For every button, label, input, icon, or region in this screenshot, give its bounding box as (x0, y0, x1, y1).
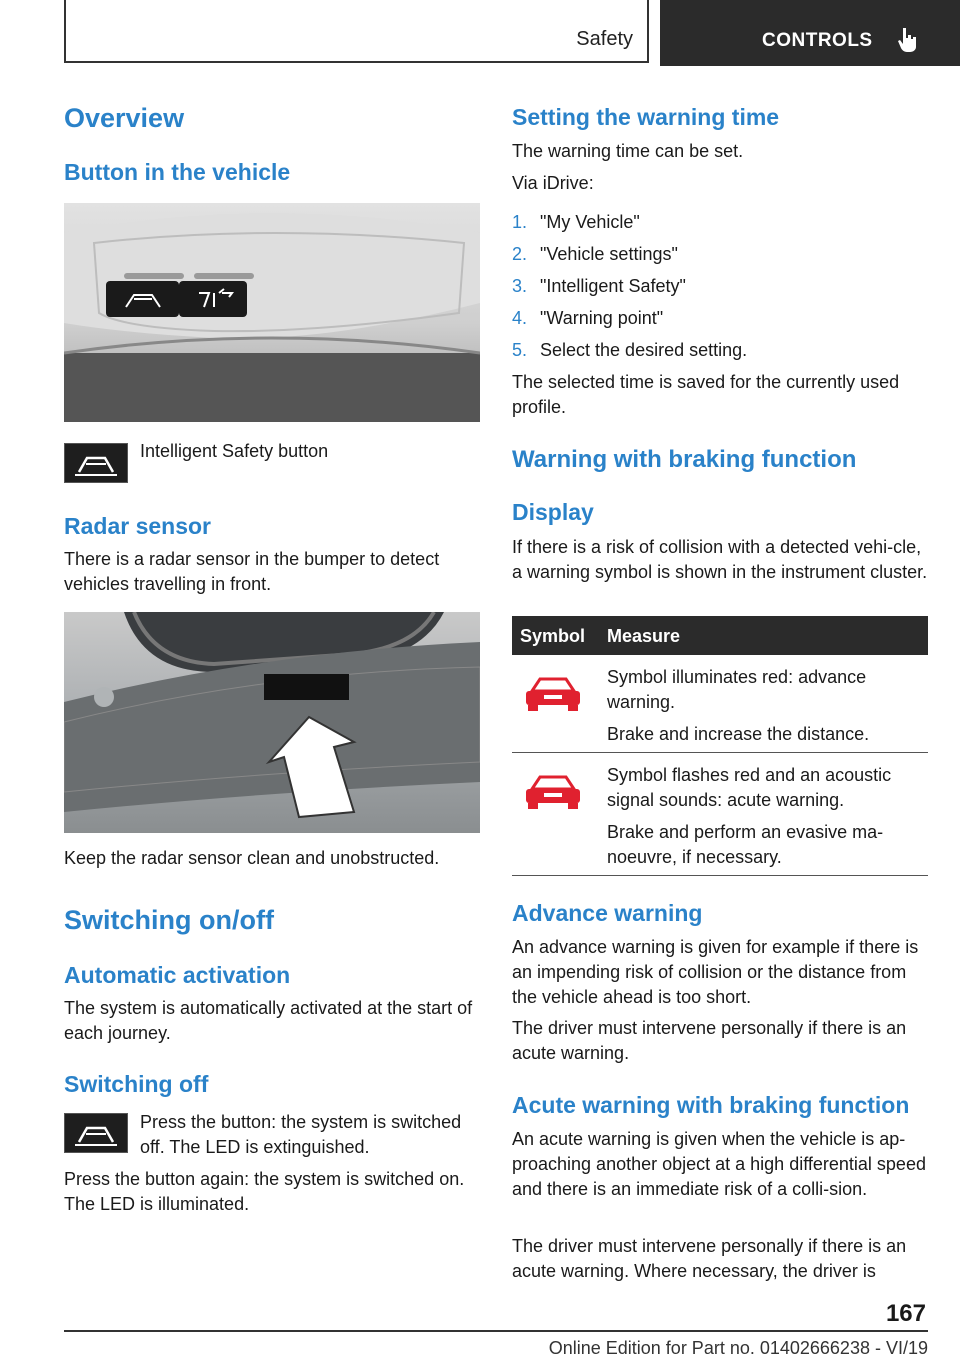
display-text: If there is a risk of collision with a detected vehi‐cle, a warning symbol is shown in the instrument cluster. (512, 537, 928, 582)
car-warning-icon (522, 771, 584, 811)
page-number: 167 (885, 1300, 926, 1327)
advance-warning-heading: Advance warning (512, 900, 703, 926)
via-idrive-text: Via iDrive: (512, 173, 594, 193)
header-section-box (64, 0, 649, 63)
page-header (0, 0, 960, 66)
display-heading: Display (512, 499, 594, 525)
table-row (512, 655, 928, 753)
table-row (512, 753, 928, 876)
car-warning-icon (522, 673, 584, 713)
table-header (512, 616, 928, 655)
button-in-vehicle-heading: Button in the vehicle (64, 159, 291, 185)
col-measure-header: Measure (607, 626, 681, 646)
button-photo (64, 203, 480, 422)
automatic-activation-text: The system is automatically activated at the start of each journey. (64, 998, 473, 1043)
step-item: 1. "My Vehicle" (512, 212, 640, 232)
header-chapter-tab[interactable] (660, 0, 960, 66)
col-symbol-header: Symbol (520, 626, 586, 646)
intelligent-safety-button-icon (64, 443, 128, 483)
row2-line1: Symbol flashes red and an acoustic signal sounds: acute warning. (607, 765, 892, 810)
footer-divider (64, 1330, 928, 1332)
switching-off-text: Press the button: the system is switched off. The LED is extinguished. (140, 1112, 462, 1157)
header-chapter-label: CONTROLS (762, 30, 873, 51)
saved-profile-text: The selected time is saved for the currently used profile. (512, 372, 900, 417)
acute-warning-text: An acute warning is given when the vehicle is ap‐proaching another object at a high differential speed and there is an immediate risk of a colli‐sion. (512, 1129, 926, 1199)
warning-time-heading: Setting the warning time (512, 104, 780, 130)
button-caption: Intelligent Safety button (140, 441, 329, 461)
row1-line1: Symbol illuminates red: advance warning. (607, 667, 867, 712)
row1-line2: Brake and increase the distance. (607, 724, 870, 744)
advance-warning-text-2: The driver must intervene personally if there is an acute warning. (512, 1018, 907, 1063)
button-panel-illustration (64, 203, 480, 422)
overview-heading: Overview (64, 103, 185, 133)
step-item: 2. "Vehicle settings" (512, 244, 678, 264)
automatic-activation-heading: Automatic activation (64, 962, 291, 988)
radar-sensor-photo (64, 612, 480, 833)
switching-heading: Switching on/off (64, 905, 274, 935)
switching-off-heading: Switching off (64, 1071, 209, 1097)
acute-warning-heading: Acute warning with braking function (512, 1092, 910, 1118)
braking-function-heading: Warning with braking function (512, 446, 857, 473)
step-item: 3. "Intelligent Safety" (512, 276, 686, 296)
radar-caption: Keep the radar sensor clean and unobstructed. (64, 848, 440, 868)
header-section-label: Safety (576, 28, 633, 50)
step-item: 4. "Warning point" (512, 308, 664, 328)
bumper-illustration (64, 612, 480, 833)
advance-warning-text: An advance warning is given for example if there is an impending risk of collision or the distance from the vehicle ahead is too short. (512, 937, 919, 1007)
step-item: 5. Select the desired setting. (512, 340, 748, 360)
acute-warning-text-2: The driver must intervene personally if there is an acute warning. Where necessary, the driver is (512, 1236, 907, 1281)
radar-sensor-text: There is a radar sensor in the bumper to detect vehicles travelling in front. (64, 549, 440, 594)
idrive-steps (512, 206, 928, 366)
edition-footer: Online Edition for Part no. 01402666238 - VI/19 (548, 1338, 928, 1358)
row2-line2: Brake and perform an evasive ma‐noeuvre, if necessary. (607, 822, 884, 867)
switching-on-text: Press the button again: the system is switched on. The LED is illuminated. (64, 1169, 465, 1214)
warning-time-text: The warning time can be set. (512, 141, 744, 161)
radar-sensor-heading: Radar sensor (64, 513, 212, 539)
warning-symbol-table (512, 616, 928, 876)
intelligent-safety-button-icon-2 (64, 1113, 128, 1153)
pointing-hand-icon (897, 26, 919, 52)
